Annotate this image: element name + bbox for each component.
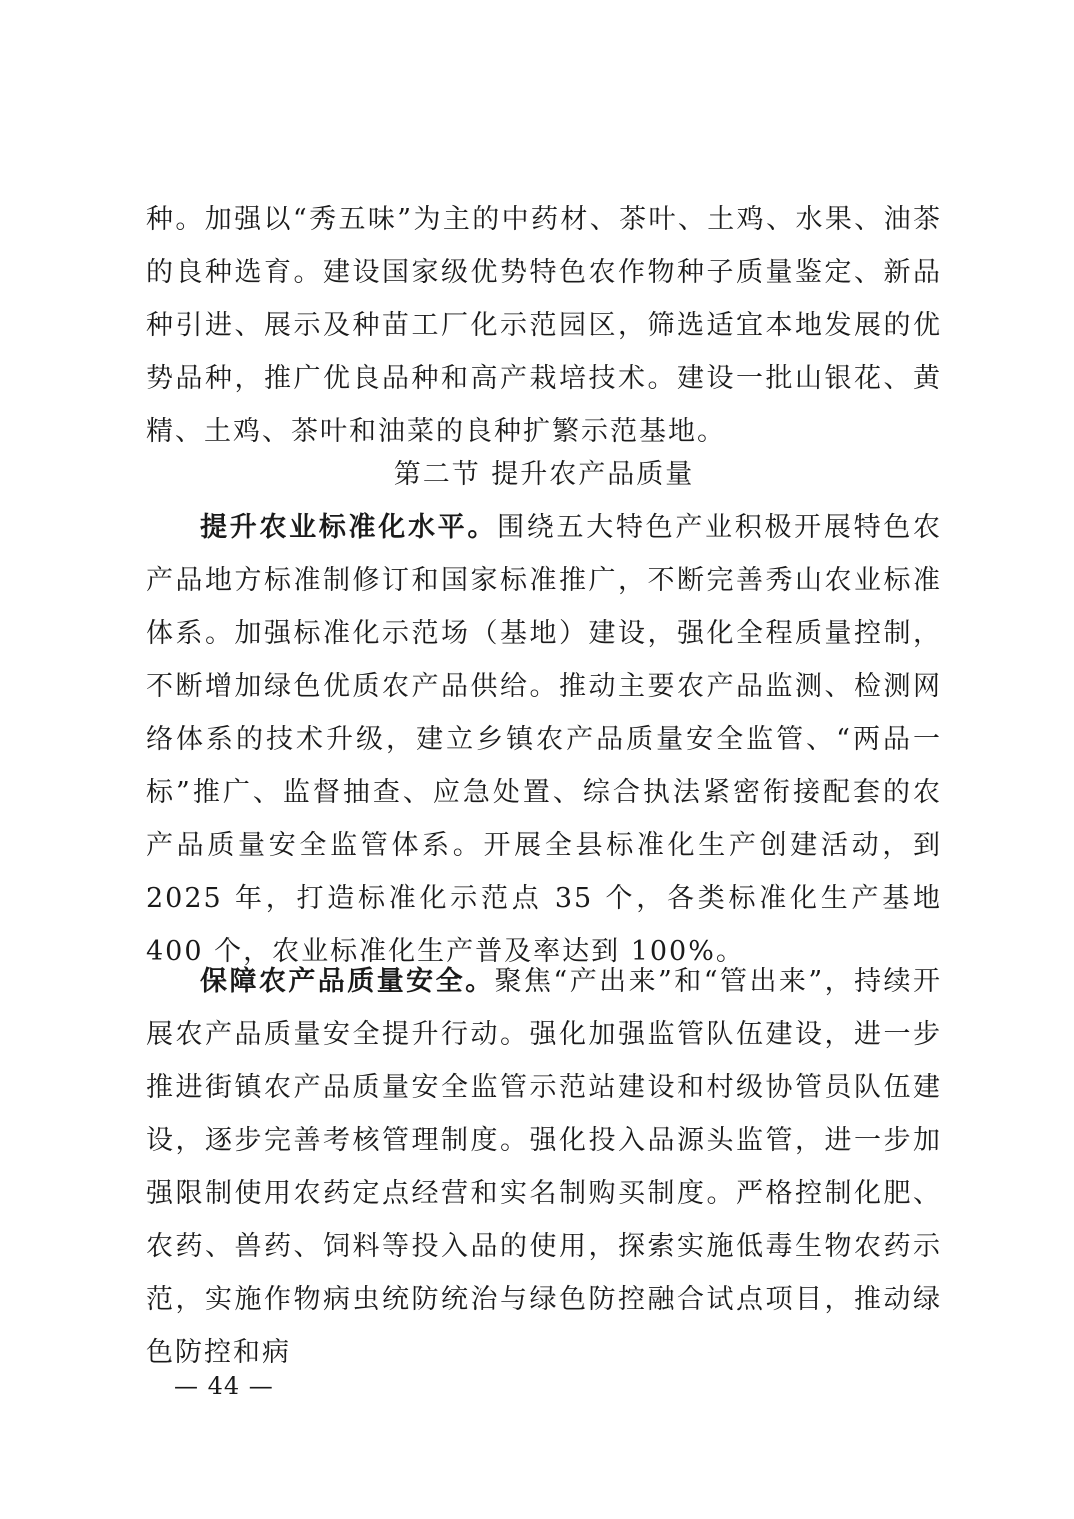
paragraph-quality-safety <box>146 955 942 1379</box>
paragraph-text: 种。加强以“秀五味”为主的中药材、茶叶、土鸡、水果、油茶的良种选育。建设国家级优势特色农作物种子质量鉴定、新品种引进、展示及种苗工厂化示范园区，筛选适宜本地发展的优势品种，推广优良品种和高产栽培技术。建设一批山银花、黄精、土鸡、茶叶和油菜的良种扩繁示范基地。 <box>146 204 942 447</box>
paragraph-lead: 提升农业标准化水平。 <box>200 512 498 543</box>
page-number: — 44 — <box>174 1372 274 1400</box>
paragraph-body: 围绕五大特色产业积极开展特色农产品地方标准制修订和国家标准推广，不断完善秀山农业标准体系。加强标准化示范场（基地）建设，强化全程质量控制，不断增加绿色优质农产品供给。推动主要农产品监测、检测网络体系的技术升级，建立乡镇农产品质量安全监管、“两品一标”推广、监督抽查、应急处置、综合执法紧密衔接配套的农产品质量安全监管体系。开展全县标准化生产创建活动，到 2025 年，打造标准化示范点 35 个，各类标准化生产基地 400 个，农业标准化生产普及率达到 100%。 <box>146 512 943 967</box>
paragraph-lead: 保障农产品质量安全。 <box>200 966 495 997</box>
section-heading: 第二节 提升农产品质量 <box>393 459 695 490</box>
paragraph-seed-breeding <box>146 193 942 458</box>
paragraph-standardization <box>146 501 942 978</box>
paragraph-body: 聚焦“产出来”和“管出来”，持续开展农产品质量安全提升行动。强化加强监管队伍建设，进一步推进街镇农产品质量安全监管示范站建设和村级协管员队伍建设，逐步完善考核管理制度。强化投入品源头监管，进一步加强限制使用农药定点经营和实名制购买制度。严格控制化肥、农药、兽药、饲料等投入品的使用，探索实施低毒生物农药示范，实施作物病虫统防统治与绿色防控融合试点项目，推动绿色防控和病 <box>146 966 942 1368</box>
